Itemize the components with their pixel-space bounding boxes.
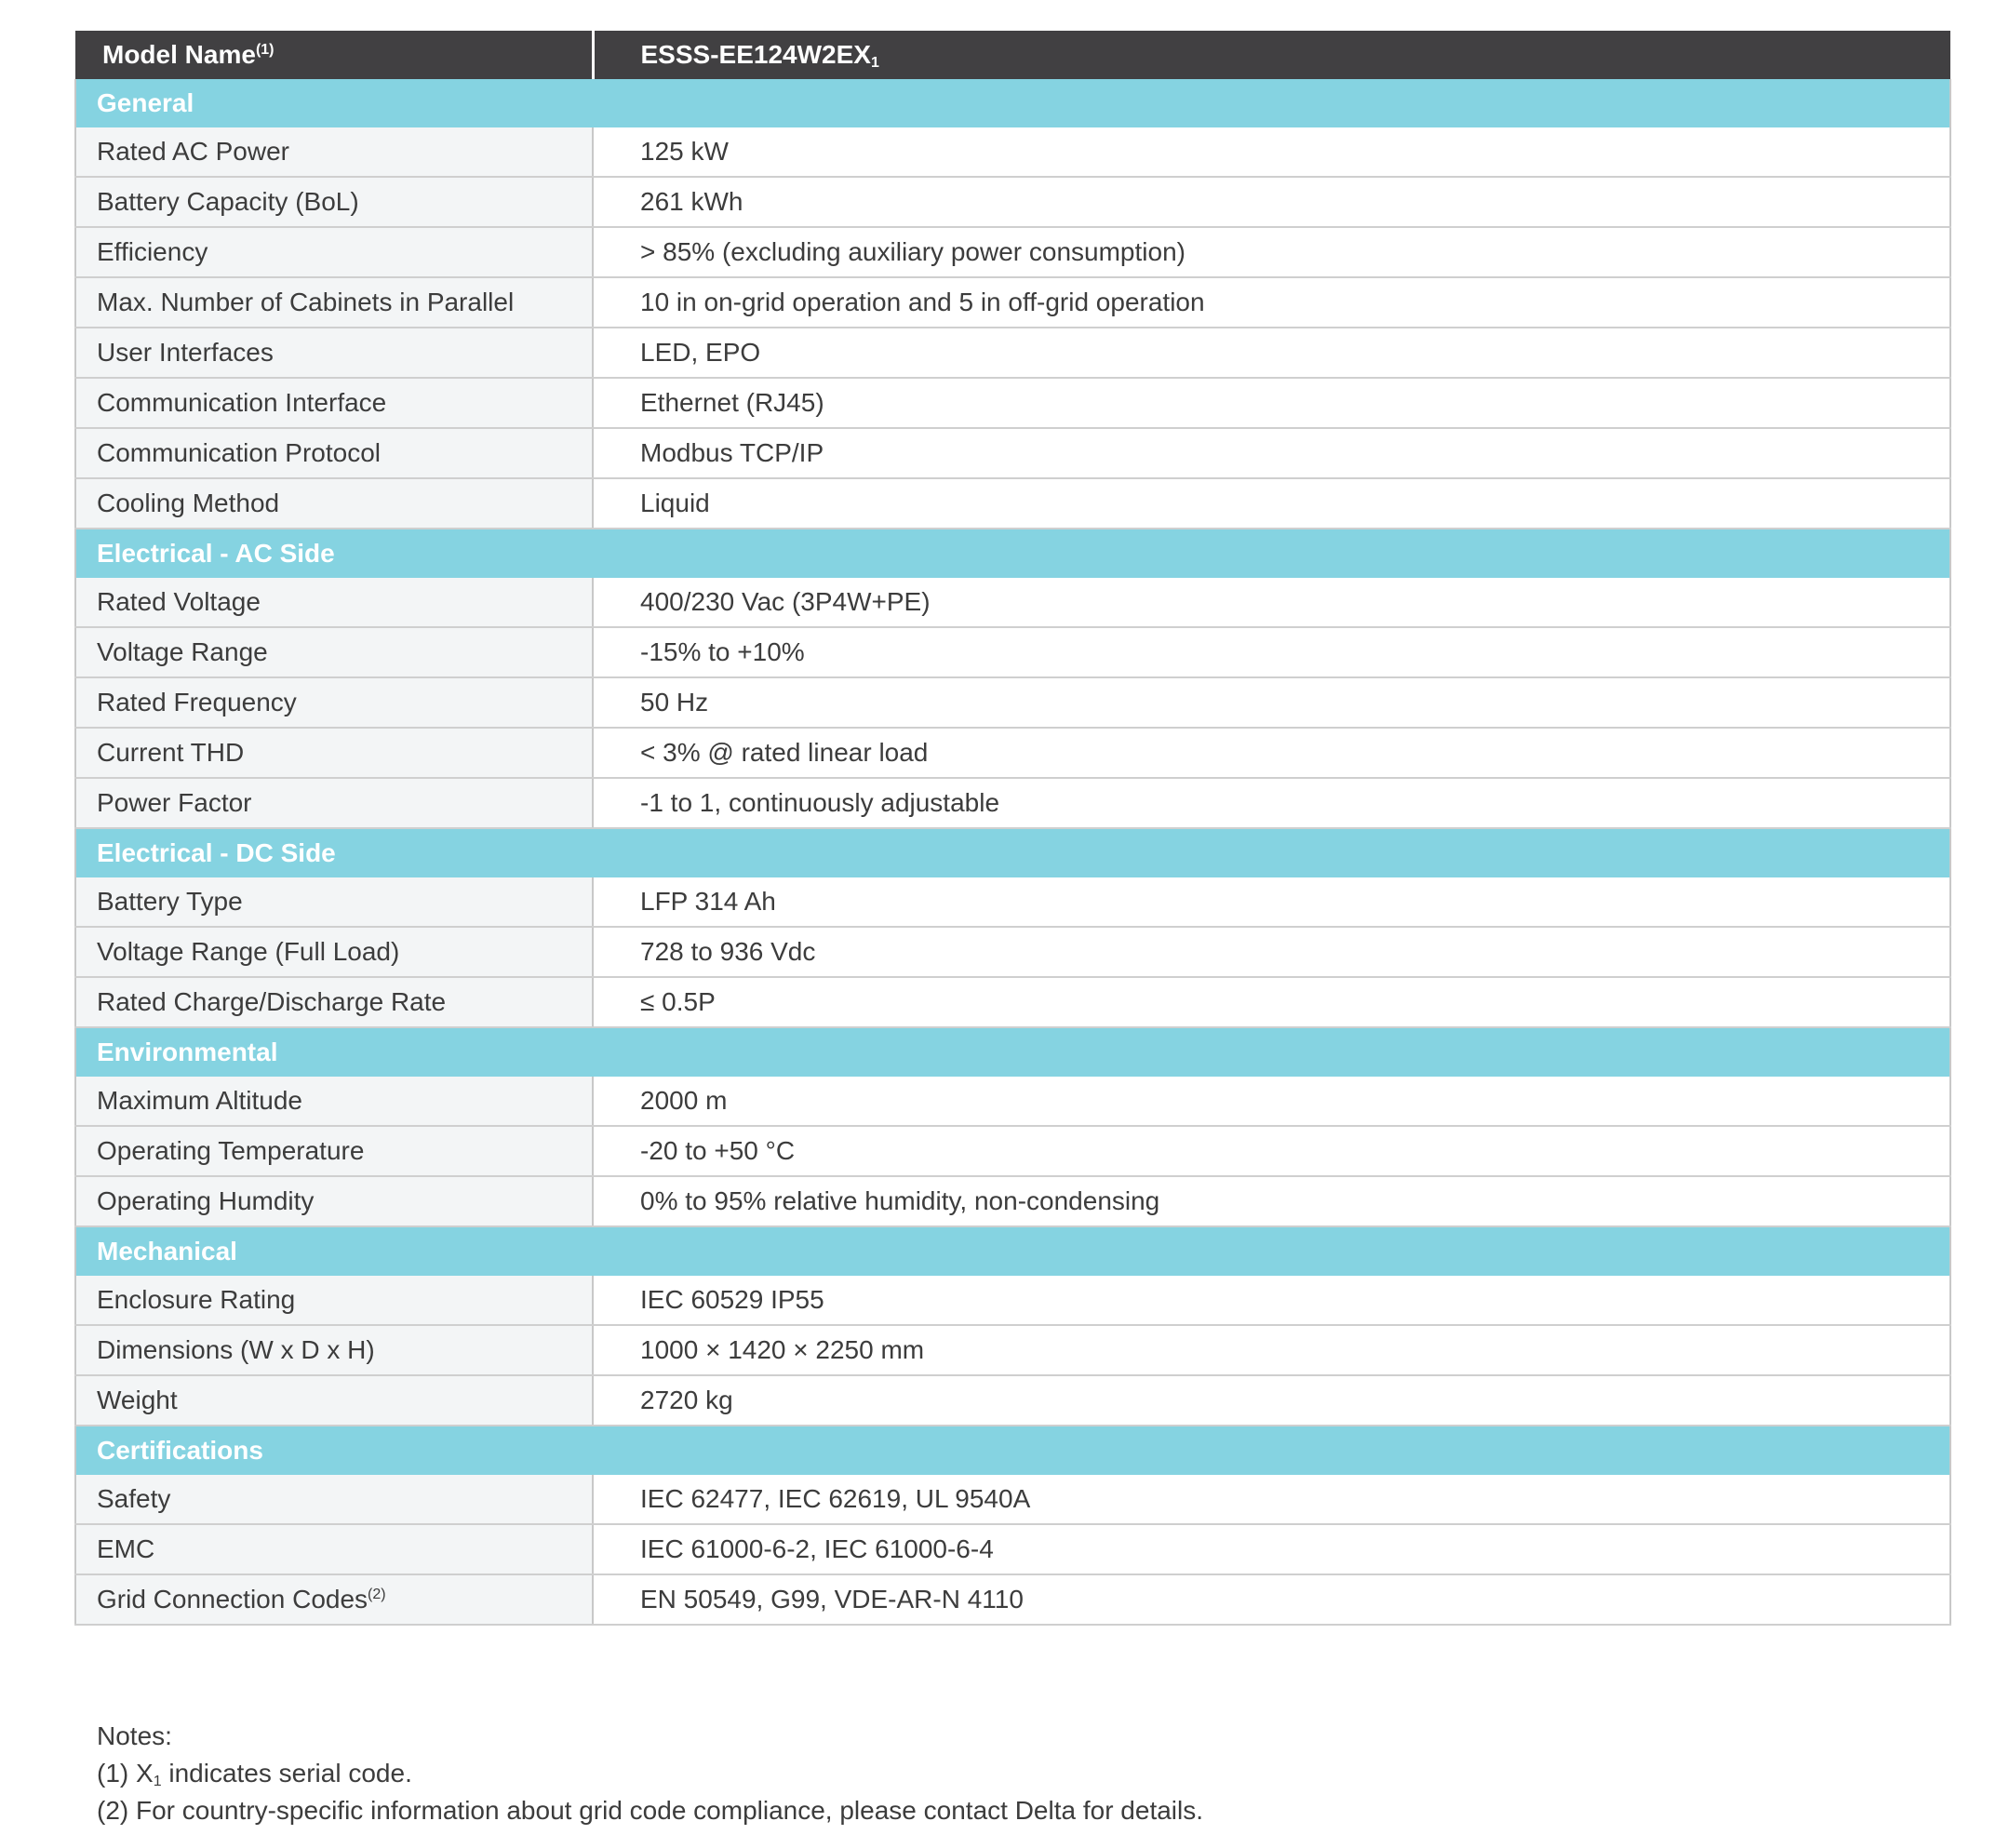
- spec-label: Communication Interface: [97, 388, 387, 417]
- spec-label-cell: [75, 778, 593, 828]
- section-header-row: [75, 529, 1950, 578]
- spec-label: Power Factor: [97, 788, 252, 817]
- table-row: [75, 578, 1950, 627]
- spec-label: Communication Protocol: [97, 438, 382, 467]
- spec-value: Liquid: [593, 478, 1950, 529]
- note-1-text: indicates serial code.: [161, 1759, 412, 1788]
- footnote-ref: (2): [368, 1587, 386, 1602]
- spec-value: Modbus TCP/IP: [593, 428, 1950, 478]
- model-name-header: [75, 31, 593, 79]
- footnote-ref-1: (1): [255, 42, 275, 58]
- table-row: [75, 177, 1950, 227]
- spec-label: Operating Temperature: [97, 1136, 365, 1165]
- spec-value: ≤ 0.5P: [593, 977, 1950, 1027]
- spec-label-cell: [75, 1176, 593, 1226]
- section-title: Mechanical: [75, 1226, 1950, 1276]
- table-row: [75, 127, 1950, 177]
- spec-label: Safety: [97, 1484, 171, 1513]
- section-header-row: [75, 79, 1950, 127]
- spec-label: Dimensions (W x D x H): [97, 1335, 375, 1364]
- spec-value: -1 to 1, continuously adjustable: [593, 778, 1950, 828]
- specification-table: [74, 31, 1951, 1626]
- spec-value: 261 kWh: [593, 177, 1950, 227]
- spec-label-cell: [75, 627, 593, 677]
- table-row: [75, 478, 1950, 529]
- spec-label-cell: [75, 177, 593, 227]
- spec-label: Efficiency: [97, 237, 208, 266]
- spec-label: Operating Humdity: [97, 1186, 315, 1215]
- spec-value: Ethernet (RJ45): [593, 378, 1950, 428]
- spec-label: Current THD: [97, 738, 245, 767]
- table-row: [75, 1276, 1950, 1325]
- spec-label-cell: [75, 977, 593, 1027]
- spec-label: Weight: [97, 1386, 178, 1414]
- spec-label-cell: [75, 127, 593, 177]
- table-row: [75, 428, 1950, 478]
- spec-value: 10 in on-grid operation and 5 in off-grid operation: [593, 277, 1950, 328]
- table-row: [75, 1475, 1950, 1524]
- spec-label-cell: [75, 1077, 593, 1126]
- model-number-header: [593, 31, 1950, 79]
- spec-value: LFP 314 Ah: [593, 877, 1950, 927]
- spec-label: Rated AC Power: [97, 137, 289, 166]
- spec-value: > 85% (excluding auxiliary power consumption): [593, 227, 1950, 277]
- section-title: Electrical - DC Side: [75, 828, 1950, 877]
- table-row: [75, 927, 1950, 977]
- table-row: [75, 778, 1950, 828]
- spec-label-cell: [75, 1126, 593, 1176]
- table-row: [75, 728, 1950, 778]
- spec-label: Battery Type: [97, 887, 243, 916]
- spec-label-cell: [75, 1574, 593, 1625]
- spec-label-cell: [75, 728, 593, 778]
- table-row: [75, 1325, 1950, 1375]
- spec-value: -20 to +50 °C: [593, 1126, 1950, 1176]
- table-row: [75, 1375, 1950, 1426]
- spec-label-cell: [75, 927, 593, 977]
- table-row: [75, 1077, 1950, 1126]
- spec-label-cell: [75, 277, 593, 328]
- spec-label-cell: [75, 1475, 593, 1524]
- spec-label-cell: [75, 478, 593, 529]
- model-number-subscript: 1: [870, 55, 879, 71]
- table-row: [75, 627, 1950, 677]
- table-header-row: [75, 31, 1950, 79]
- model-number: ESSS-EE124W2EX: [640, 40, 871, 69]
- spec-label-cell: [75, 378, 593, 428]
- notes-title: Notes:: [97, 1721, 172, 1750]
- spec-value: 50 Hz: [593, 677, 1950, 728]
- spec-value: 125 kW: [593, 127, 1950, 177]
- table-row: [75, 677, 1950, 728]
- footnotes: [97, 1718, 1203, 1829]
- spec-label: EMC: [97, 1534, 155, 1563]
- section-header-row: [75, 828, 1950, 877]
- table-row: [75, 877, 1950, 927]
- note-2: (2) For country-specific information about grid code compliance, please contact Delta for details.: [97, 1796, 1204, 1825]
- spec-value: IEC 61000-6-2, IEC 61000-6-4: [593, 1524, 1950, 1574]
- table-row: [75, 1176, 1950, 1226]
- spec-value: IEC 62477, IEC 62619, UL 9540A: [593, 1475, 1950, 1524]
- spec-label: Battery Capacity (BoL): [97, 187, 359, 216]
- section-header-row: [75, 1226, 1950, 1276]
- spec-label-cell: [75, 428, 593, 478]
- spec-label-cell: [75, 1276, 593, 1325]
- spec-label: Voltage Range: [97, 637, 268, 666]
- table-row: [75, 378, 1950, 428]
- section-header-row: [75, 1027, 1950, 1077]
- spec-value: 0% to 95% relative humidity, non-condensing: [593, 1176, 1950, 1226]
- spec-value: 2720 kg: [593, 1375, 1950, 1426]
- spec-value: IEC 60529 IP55: [593, 1276, 1950, 1325]
- spec-label: User Interfaces: [97, 338, 274, 367]
- spec-label: Maximum Altitude: [97, 1086, 302, 1115]
- spec-label-cell: [75, 328, 593, 378]
- spec-label: Rated Charge/Discharge Rate: [97, 987, 447, 1016]
- spec-value: LED, EPO: [593, 328, 1950, 378]
- spec-label: Enclosure Rating: [97, 1285, 296, 1314]
- spec-label-cell: [75, 578, 593, 627]
- spec-label-cell: [75, 1375, 593, 1426]
- spec-label-cell: [75, 1524, 593, 1574]
- spec-value: < 3% @ rated linear load: [593, 728, 1950, 778]
- spec-label: Rated Voltage: [97, 587, 261, 616]
- note-1-prefix: (1) X: [97, 1759, 154, 1788]
- spec-value: 400/230 Vac (3P4W+PE): [593, 578, 1950, 627]
- spec-label: Voltage Range (Full Load): [97, 937, 400, 966]
- table-row: [75, 277, 1950, 328]
- section-header-row: [75, 1426, 1950, 1475]
- spec-value: -15% to +10%: [593, 627, 1950, 677]
- note-1-subscript: 1: [153, 1774, 162, 1789]
- table-row: [75, 1126, 1950, 1176]
- section-title: Certifications: [75, 1426, 1950, 1475]
- table-row: [75, 227, 1950, 277]
- section-title: Electrical - AC Side: [75, 529, 1950, 578]
- spec-label: Grid Connection Codes: [97, 1585, 368, 1614]
- spec-label-cell: [75, 677, 593, 728]
- table-row: [75, 1524, 1950, 1574]
- section-title: General: [75, 79, 1950, 127]
- section-title: Environmental: [75, 1027, 1950, 1077]
- spec-label-cell: [75, 877, 593, 927]
- spec-label-cell: [75, 1325, 593, 1375]
- note-1: [97, 1755, 1203, 1792]
- spec-label: Rated Frequency: [97, 688, 297, 716]
- table-row: [75, 328, 1950, 378]
- specification-table-body: [75, 31, 1950, 1625]
- spec-label-cell: [75, 227, 593, 277]
- table-row: [75, 977, 1950, 1027]
- spec-value: 2000 m: [593, 1077, 1950, 1126]
- spec-value: EN 50549, G99, VDE-AR-N 4110: [593, 1574, 1950, 1625]
- table-row: [75, 1574, 1950, 1625]
- spec-label: Max. Number of Cabinets in Parallel: [97, 288, 515, 316]
- spec-value: 1000 × 1420 × 2250 mm: [593, 1325, 1950, 1375]
- model-name-label: Model Name: [102, 40, 256, 69]
- spec-label: Cooling Method: [97, 489, 280, 517]
- spec-value: 728 to 936 Vdc: [593, 927, 1950, 977]
